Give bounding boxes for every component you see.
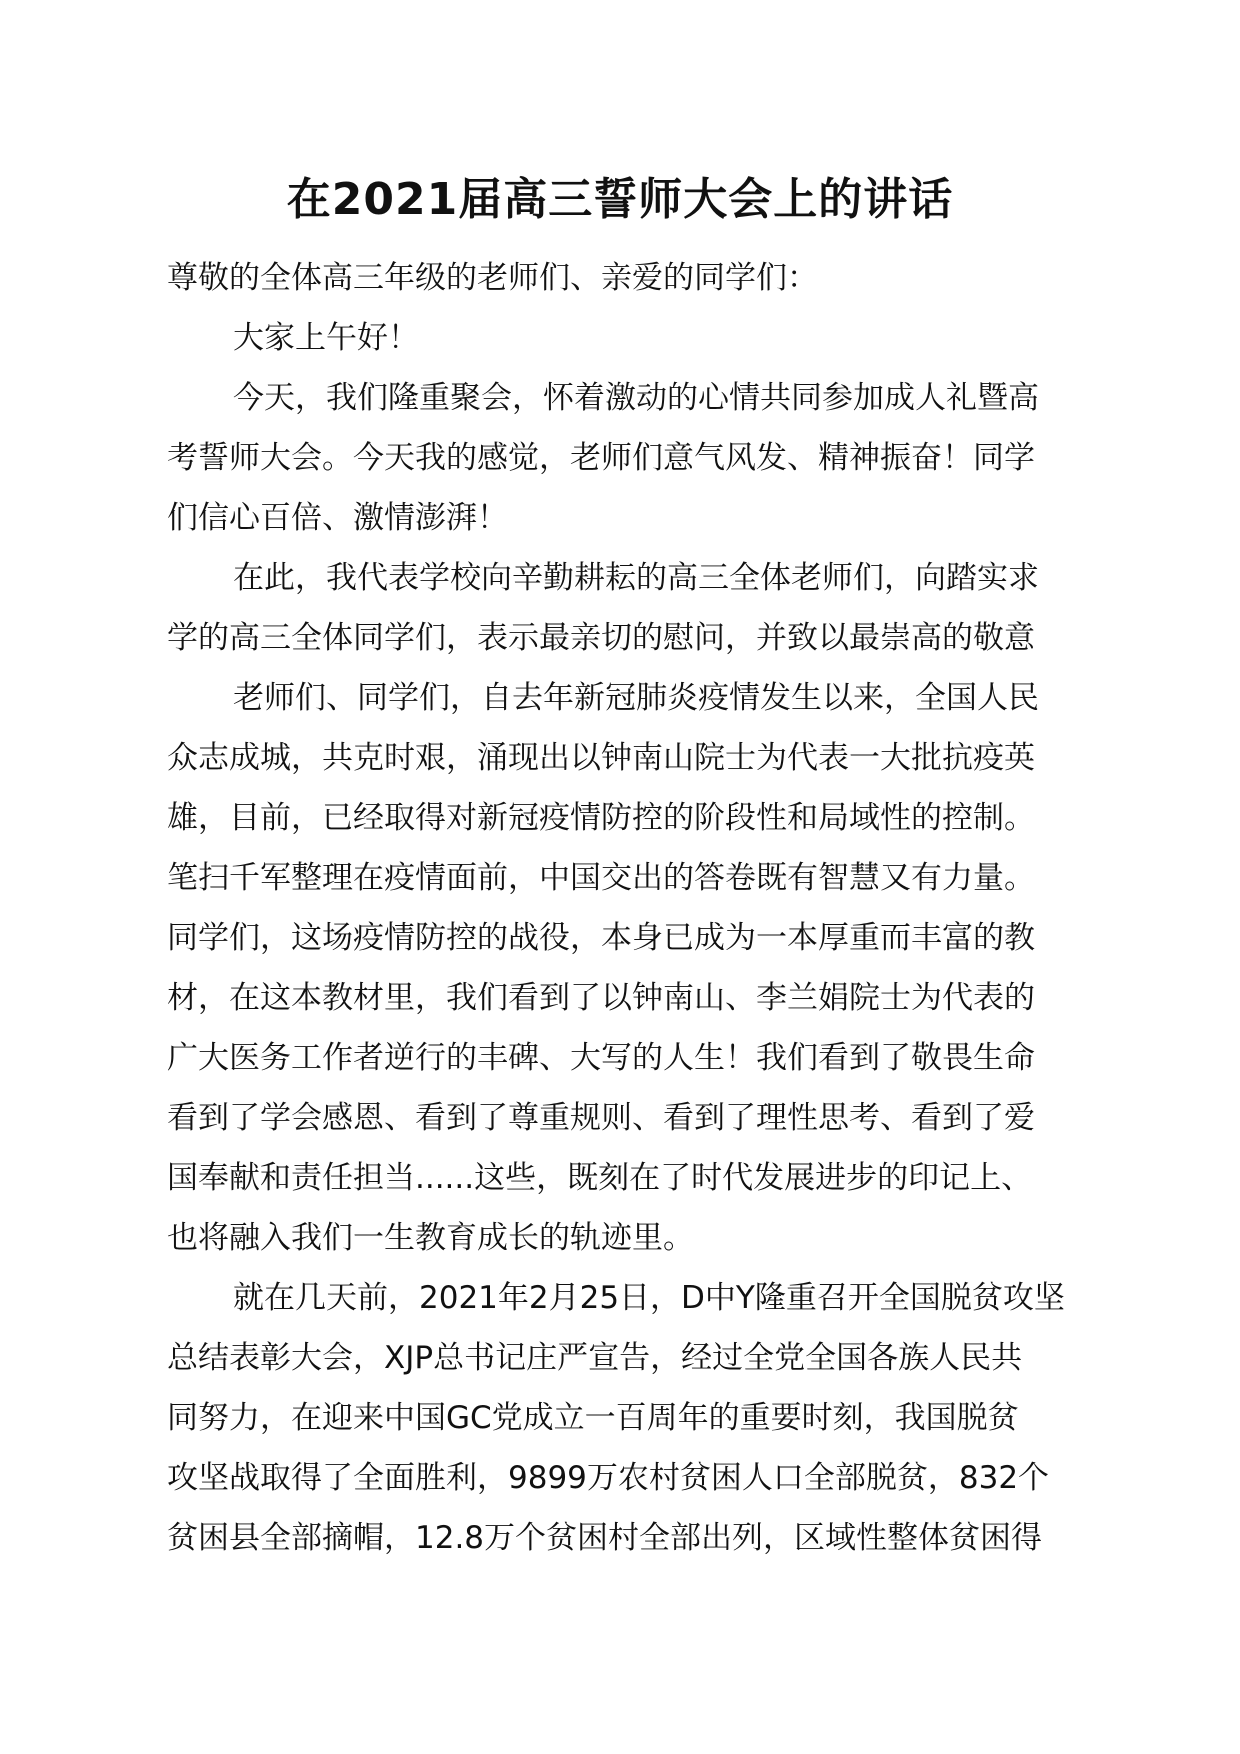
text-line: 国奉献和责任担当......这些，既刻在了时代发展进步的印记上、 bbox=[167, 1160, 1033, 1196]
text-line: 今天，我们隆重聚会，怀着激动的心情共同参加成人礼暨高 bbox=[233, 380, 1039, 416]
text-line: 考誓师大会。今天我的感觉，老师们意气风发、精神振奋！同学 bbox=[167, 440, 1035, 476]
text-line: 尊敬的全体高三年级的老师们、亲爱的同学们： bbox=[167, 260, 818, 296]
text-line: 总结表彰大会，XJP总书记庄严宣告，经过全党全国各族人民共 bbox=[167, 1340, 1023, 1376]
text-line: 众志成城，共克时艰，涌现出以钟南山院士为代表一大批抗疫英 bbox=[167, 740, 1035, 776]
text-line: 广大医务工作者逆行的丰碑、大写的人生！我们看到了敬畏生命 bbox=[167, 1040, 1035, 1076]
text-line: 雄，目前，已经取得对新冠疫情防控的阶段性和局域性的控制。 bbox=[167, 800, 1035, 836]
text-line: 大家上午好！ bbox=[233, 320, 419, 356]
text-line: 贫困县全部摘帽，12.8万个贫困村全部出列，区域性整体贫困得 bbox=[167, 1520, 1043, 1556]
text-line: 也将融入我们一生教育成长的轨迹里。 bbox=[167, 1220, 694, 1256]
text-line: 同学们，这场疫情防控的战役，本身已成为一本厚重而丰富的教 bbox=[167, 920, 1035, 956]
text-line: 看到了学会感恩、看到了尊重规则、看到了理性思考、看到了爱 bbox=[167, 1100, 1035, 1136]
text-line: 就在几天前，2021年2月25日，D中Y隆重召开全国脱贫攻坚 bbox=[233, 1280, 1065, 1316]
text-line: 在此，我代表学校向辛勤耕耘的高三全体老师们，向踏实求 bbox=[233, 560, 1039, 596]
document-body bbox=[167, 248, 1112, 1568]
text-line: 材，在这本教材里，我们看到了以钟南山、李兰娟院士为代表的 bbox=[167, 980, 1035, 1016]
document-title: 在2021届高三誓师大会上的讲话 bbox=[286, 174, 954, 225]
text-line: 们信心百倍、激情澎湃！ bbox=[167, 500, 508, 536]
text-line: 学的高三全体同学们，表示最亲切的慰问，并致以最崇高的敬意 bbox=[167, 620, 1035, 656]
text-line: 攻坚战取得了全面胜利，9899万农村贫困人口全部脱贫，832个 bbox=[167, 1460, 1050, 1496]
text-line: 老师们、同学们，自去年新冠肺炎疫情发生以来，全国人民 bbox=[233, 680, 1039, 716]
text-line: 同努力，在迎来中国GC党成立一百周年的重要时刻，我国脱贫 bbox=[167, 1400, 1019, 1436]
text-line: 笔扫千军整理在疫情面前，中国交出的答卷既有智慧又有力量。 bbox=[167, 860, 1035, 896]
